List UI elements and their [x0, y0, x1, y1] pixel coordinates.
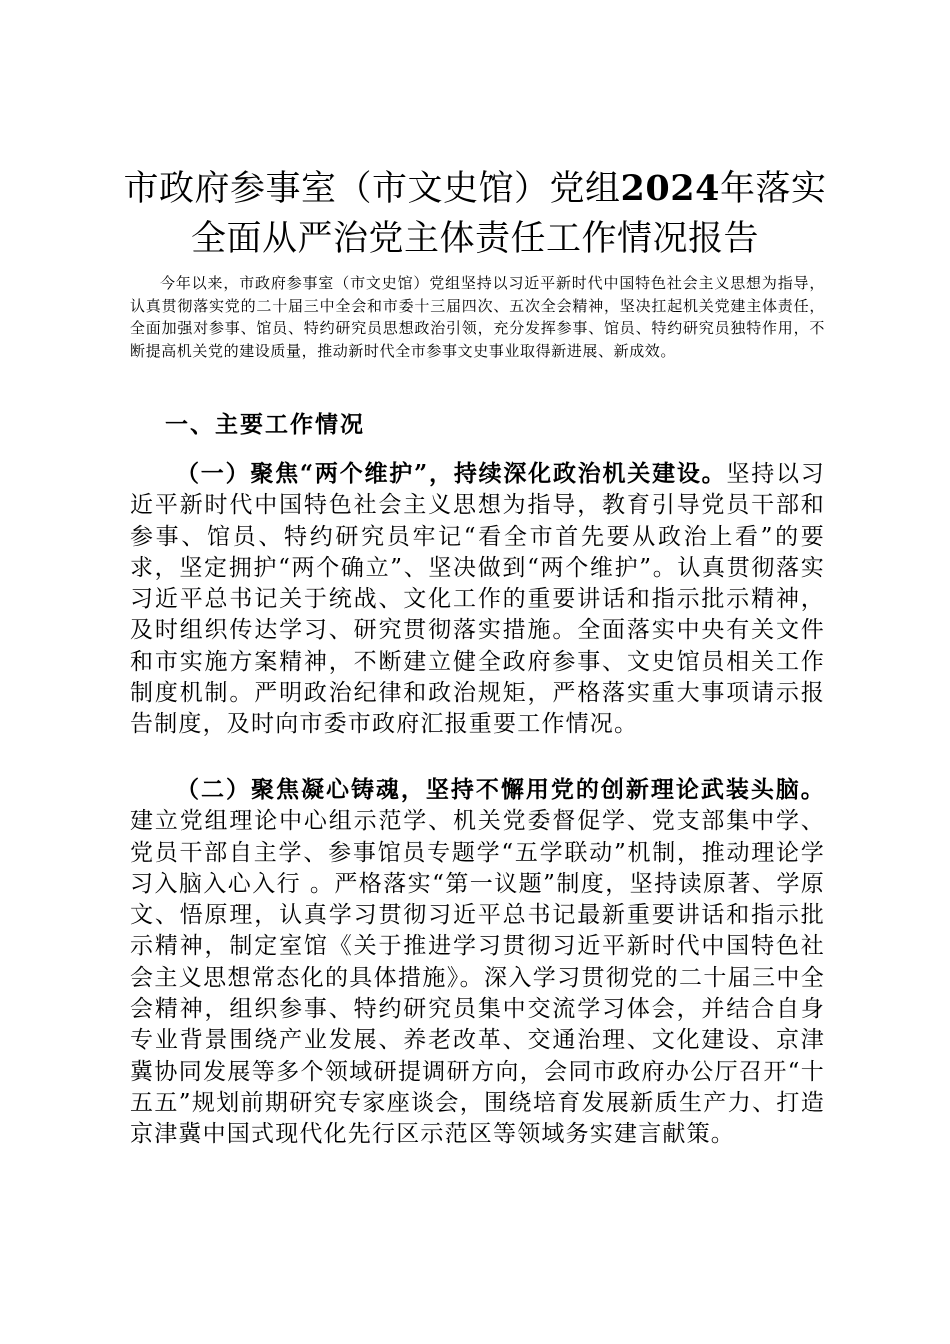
title-prefix: 市政府参事室（市文史馆）党组	[123, 169, 621, 209]
body-paragraph-1	[130, 458, 825, 741]
paragraph-lead: （二）聚焦凝心铸魂，坚持不懈用党的创新理论武装头脑。	[176, 776, 825, 803]
title-year: 2024	[620, 168, 720, 209]
title-suffix: 年落实	[719, 169, 827, 209]
paragraph-body: 建立党组理论中心组示范学、机关党委督促学、党支部集中学、党员干部自主学、参事馆员专题学“五学联动”机制，推动理论学习入脑入心入行 。严格落实“第一议题”制度，坚持读原著、学原文、悟原理，认真学习贯彻习近平总书记最新重要讲话和指示批示精神，制定室馆《关于推进学习贯彻习近平新时代中国特色社会主义思想常态化的具体措施》。深入学习贯彻党的二十届三中全会精神，组织参事、特约研究员集中交流学习体会，并结合自身专业背景围绕产业发展、养老改革、交通治理、文化建设、京津冀协同发展等多个领域研提调研方向，会同市政府办公厅召开“十五五”规划前期研究专家座谈会，围绕培育发展新质生产力、打造京津冀中国式现代化先行区示范区等领域务实建言献策。	[130, 808, 825, 1148]
document-title-line-2: 全面从严治党主体责任工作情况报告	[190, 219, 759, 259]
paragraph-body: 坚持以习近平新时代中国特色社会主义思想为指导，教育引导党员干部和参事、馆员、特约研究员牢记“看全市首先要从政治上看”的要求，坚定拥护“两个确立”、坚决做到“两个维护”。认真贯彻落实习近平总书记关于统战、文化工作的重要讲话和指示批示精神，及时组织传达学习、研究贯彻落实措施。全面落实中央有关文件和市实施方案精神，不断建立健全政府参事、文史馆员相关工作制度机制。严明政治纪律和政治规矩，严格落实重大事项请示报告制度，及时向市委市政府汇报重要工作情况。	[130, 461, 825, 738]
paragraph-lead: （一）聚焦“两个维护”，持续深化政治机关建设。	[176, 460, 727, 487]
document-title-line-1	[120, 165, 830, 213]
intro-paragraph: 今年以来，市政府参事室（市文史馆）党组坚持以习近平新时代中国特色社会主义思想为指导，认真贯彻落实党的二十届三中全会和市委十三届四次、五次全会精神，坚决扛起机关党建主体责任，全面加强对参事、馆员、特约研究员思想政治引领，充分发挥参事、馆员、特约研究员独特作用，不断提高机关党的建设质量，推动新时代全市参事文史事业取得新进展、新成效。	[130, 274, 825, 360]
section-heading: 一、主要工作情况	[165, 411, 365, 438]
body-paragraph-2	[130, 774, 825, 1151]
